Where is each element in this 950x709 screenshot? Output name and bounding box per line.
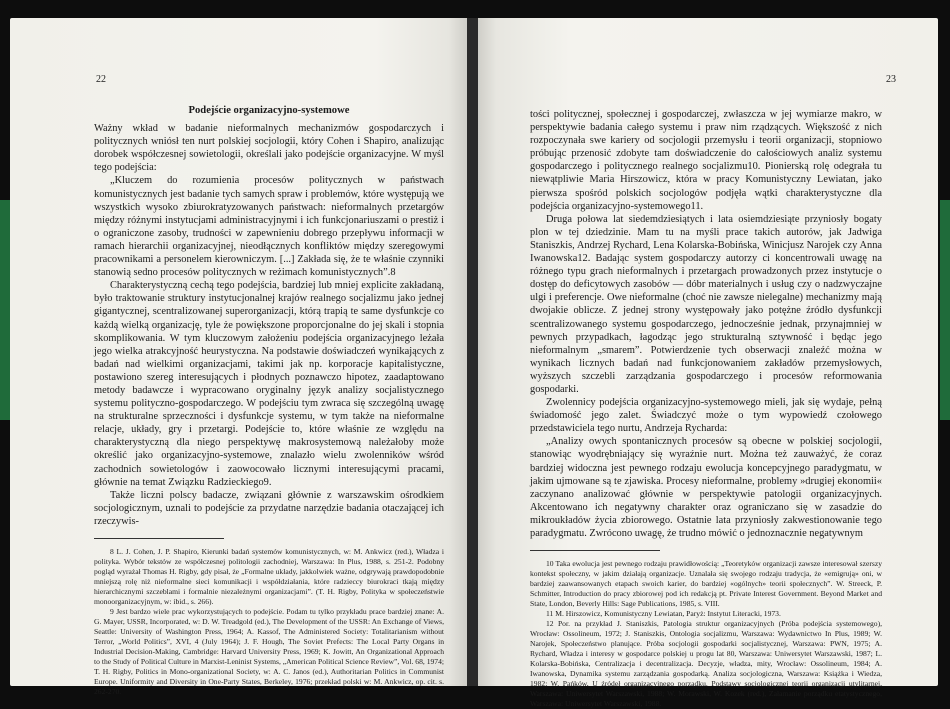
right-text-column (530, 108, 882, 709)
paragraph: Zwolennicy podejścia organizacyjno-systemowego mieli, jak się wydaje, pełną świadomość jego zalet. Świadczyć może o tym wypowiedź czołowego przedstawiciela tego nurtu, Andrzeja Rycharda: (530, 397, 882, 435)
book-edge-left (0, 200, 10, 420)
left-text-column (94, 104, 444, 697)
right-page (478, 18, 938, 709)
footnote: 9 Jest bardzo wiele prac wykorzystujących to podejście. Podam tu tylko przykładu prace bardziej znane: A. G. Mayer, USSR, Incorporated, w: D. W. Treadgold (ed.), The Development of the USSR: An Exchange of Views, Seattle: University of Washington Press, 1964; A. Kassof, The Administered Society: Totalitarianism without Terror, „World Politics”, XVI, 4 (July 1964); J. F. Hough, The Soviet Prefects: The Local Party Organs in Industrial Decision-Making, Cambridge: Harvard University Press, 1969; K. Jowitt, An Organizational Approach to the Study of Political Culture in Marxist-Leninist Systems, „American Political Science Review”, Vol. 68, 1974; T. H. Rigby, Politics in Mono-organizational Society, w: A. C. Janos (ed.), Authoritarian Politics in Communist Europe. Uniformity and Diversity in One-Party States, Berkeley, 1976; przekład polski w: M. Ankwicz, op. cit. s. 262-270. (94, 607, 444, 696)
footnote: 11 M. Hirszowicz, Komunistyczny Lewiatan, Paryż: Instytut Literacki, 1973. (546, 609, 781, 619)
paragraph: Druga połowa lat siedemdziesiątych i lata osiemdziesiąte przyniosły bogaty plon w tej dziedzinie. Mam tu na myśli prace takich autorów, jak Jadwiga Staniszkis, Andrzej Rychard, Lena Kolarska-Bobińska, Winicjusz Narojek czy Anna Iwanowska12. Badając system gospodarczy autorzy ci koncentrowali uwagę na różnego typu grach nieformalnych i przetargach prowadzonych przez instytucje o dostęp do deficytowych zasobów — dóbr materialnych i usług czy o nadzwyczajne ulgi i preferencje. Owe nieformalne (choć nie zawsze nielegalne) mechanizmy mają dwojakie oblicze. Z jednej strony występowały jako potężne źródło dysfunkcji scentralizowanego systemu gospodarczego, jednocześnie jednak, przynajmniej w pewnych przypadkach, łagodząc jego strukturalną sztywność i będąc jego nieformalnym „smarem”. Potwierdzenie tych obserwacji znaleźć można w wynikach licznych badań nad funkcjonowaniem zakładów przemysłowych, wyższych szczebli zarządzania gospodarczego i procesów reformowania gospodarki. (530, 213, 882, 395)
book-edge-right (940, 200, 950, 420)
quote-paragraph: „Analizy owych spontanicznych procesów są obecne w polskiej socjologii, stanowiąc wyodrębniający się wyraźnie nurt. Można też zauważyć, że coraz bardziej widoczna jest pewnego rodzaju ewolucja koncepcyjnego paradygmatu, w jakim ujmowane są te zjawiska. Procesy nieformalne, problemy »drugiej ekonomii« zaczynano analizować głównie w perspektywie patologii organizacyjnych. Akcentowano ich negatywny charakter oraz ograniczano się w zasadzie do mikroukładów życia zbiorowego. Ostatnie lata przyniosły zakwestionowanie tego paradygmatu. Zwrócono uwagę, że trudno mówić o jednoznacznie negatywnym (530, 436, 882, 539)
paragraph: Także liczni polscy badacze, związani głównie z warszawskim ośrodkiem socjologicznym, uznali to podejście za przydatne narzędzie badania otaczającej ich rzeczywis- (94, 489, 444, 527)
page-number: 23 (886, 74, 896, 85)
left-page (10, 18, 467, 696)
page-number: 22 (96, 74, 106, 85)
footnote: 8 L. J. Cohen, J. P. Shapiro, Kierunki badań systemów komunistycznych, w: M. Ankwicz (red.), Władza i polityka. Wybór tekstów ze współczesnej politologii zachodniej, Warszawa: In Plus, 1988, s. 251-2. Podobny pogląd wyrażał Thomas H. Rigby, gdy pisał, że „Formalne układy, jakkolwiek ważne, odgrywają prawdopodobnie mniejszą rolę niż nieformalne sieci komunikacji i współdziałania, które radzieccy biurokraci tkają między hierarchicznymi szczeblami i formalnie niezależnymi organizacjami”. (T. H. Rigby, Polityka w społeczeństwie monoorganizacyjnym, w: ibid., s. 266). (94, 547, 444, 606)
footnote-divider (94, 538, 224, 539)
book-gutter (467, 18, 478, 686)
footnote: 10 Taka ewolucja jest pewnego rodzaju prawidłowością: „Teoretyków organizacji zawsze interesował szerszy kontekst społeczny, w jakim działają organizacje. Uznalała się swojego rodzaju tradycja, że «emigrują» oni, w bardziej zaawansowanych etapach swoich karier, do bardziej «ogólnych» teorii społecznych”. W. Streeck, P. Schmitter, Introduction do pracy zbiorowej pod ich redakcją pt. Private Interest Government. Beyond Market and State, London, Beverly Hills: Sage Publications, 1985, s. VIII. (530, 559, 882, 609)
paragraph: Ważny wkład w badanie nieformalnych mechanizmów gospodarczych i politycznych wniósł ten nurt polskiej socjologii, który Cohen i Shapiro, analizując dorobek współczesnej sowietologii, określali jako podejście organizacyjne. W myśl tego podejścia: (94, 123, 444, 174)
footnote: 12 Por. na przykład J. Staniszkis, Patologia struktur organizacyjnych (Próba podejścia systemowego), Wrocław: Ossolineum, 1972; J. Staniszkis, Ontologia socjalizmu, Warszawa: Wydawnictwo In Plus, 1989; W. Narojek, Społeczeństwo planujące. Próba socjologii gospodarki socjalistycznej, Warszawa: PWN, 1975; A. Rychard, Władza i interesy w gospodarce polskiej u progu lat 80, Warszawa: Uniwersytet Warszawski, 1987; L. Kolarska-Bobińska, Centralizacja i decentralizacja. Decyzje, władza, mity, Wrocław: Ossolineum, 1984; A. Iwanowska, Dynamika systemu zarządzania gospodarką. Analiza socjologiczna, Warszawa: Książka i Wiedza, 1982; W. Pańków, U źródeł organizacyjnego porządku. Podstawy socjologicznej teorii organizacji utylitarnej, Warszawa: Uniwersytet Warszawski, 1988; W. Morawski, W. Kozek (red.), Załamanie porządku etatystycznego, Warszawa: Uniwersytet Warszawski, 1988. (530, 619, 882, 709)
paragraph: Charakterystyczną cechą tego podejścia, bardziej lub mniej explicite zakładaną, było traktowanie struktury instytucjonalnej krajów realnego socjalizmu jako jednej gigantycznej, scentralizowanej superorganizacji, którą trapią te same dysfunkcje co każdą wielką organizację, tyle że powiększone proporcjonalne do jej skali i stopnia skomplikowania. W tym kluczowym założeniu podejścia organizacyjnego leżała jego wielka atrakcyjność heurystyczna. Na podstawie doświadczeń wynikających z badań nad wielkimi organizacjami, takimi jak np. korporacje kapitalistyczne, postawiono szereg interesujących i płodnych poznawczo hipotez, zaadaptowano metody badawcze i wypracowano oryginalny język analizy socjalistycznego systemu polityczno-gospodarczego. W podejściu tym zwraca się szczególną uwagę na strukturalne sprzeczności i dysfunkcje systemu, w tym także na nieformalne relacje, układy, gry i przetargi. Podejście to, które właśnie ze względu na charakterystyczną dla niego perspektywę makrosystemową należałoby może określić jako organizacyjno-systemowe, znalazło wielu zwolenników wśród zachodnich sowietologów i zaowocowało licznymi interesującymi pracami, głównie na temat Związku Radzieckiego9. (94, 280, 444, 488)
section-heading: Podejście organizacyjno-systemowe (188, 105, 350, 116)
quote-paragraph: „Kluczem do rozumienia procesów politycznych w państwach komunistycznych jest badanie tych samych spraw i problemów, które występują we wszystkich wysoko zbiurokratyzowanych państwach: nieformalnych przetargów między różnymi instytucjami administracyjnymi i ich funkcjonariuszami o prestiż i o ograniczone zasoby, trudności w zapewnieniu dobrego przepływu informacji w ramach hierarchii organizacyjnej, nieodłącznych konfliktów między szeregowymi pracownikami a personelem kierowniczym. [...] Zakłada się, że te właśnie czynniki stanowią sedno procesów politycznych w reżimach komunistycznych”.8 (94, 175, 444, 279)
paragraph: tości politycznej, społecznej i gospodarczej, zwłaszcza w jej wymiarze makro, w perspektywie badania całego systemu i praw nim rządzących. Większość z nich rozpoczynała swe kariery od socjologii przemysłu i teorii organizacji, stopniowo próbując przenosić zdobyte tam doświadczenie do całościowych analiz systemu gospodarczego i politycznego realnego socjalizmu10. Pionierską rolę odegrała tu niewątpliwie Maria Hirszowicz, która w pracy Komunistyczny Lewiatan, jako pierwsza spośród polskich socjologów podjęła wątki charakterystyczne dla podejścia organizacyjno-systemowego11. (530, 109, 882, 212)
footnote-divider (530, 550, 660, 551)
